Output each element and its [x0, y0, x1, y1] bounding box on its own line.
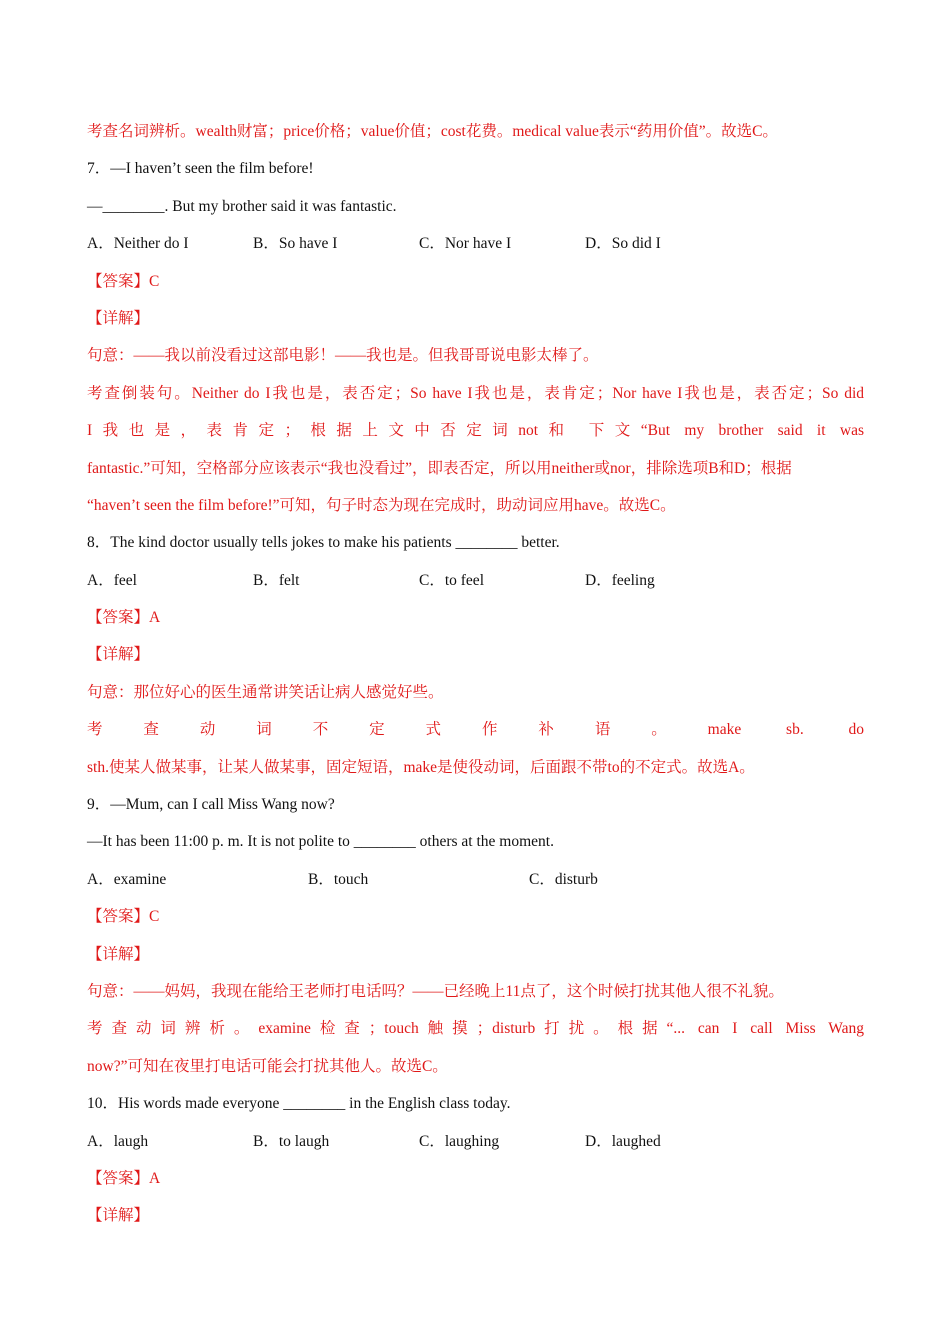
q7-option-a: A．Neither do I: [87, 235, 189, 253]
q7-explanation-line: fantastic.”可知，空格部分应该表示“我也没看过”，即表否定，所以用neither或nor，排除选项B和D；根据: [87, 459, 792, 477]
q9-explanation-line: now?”可知在夜里打电话可能会打扰其他人。故选C。: [87, 1057, 448, 1075]
q8-option-a: A．feel: [87, 571, 137, 589]
q8-option-d: D．feeling: [585, 571, 655, 589]
q7-question-reply: —________. But my brother said it was fantastic.: [87, 197, 397, 215]
q8-options: [87, 562, 864, 599]
q8-explanation-line: 考查动词不定式作补语。make sb. do: [87, 721, 864, 739]
q10-options: [87, 1123, 864, 1160]
q9-option-b: B．touch: [308, 870, 369, 888]
q7-answer: 【答案】C: [87, 272, 160, 290]
q8-answer: 【答案】A: [87, 609, 161, 627]
q7-option-c: C．Nor have I: [419, 235, 512, 253]
q9-option-a: A．examine: [87, 870, 167, 888]
q10-option-a: A．laugh: [87, 1132, 149, 1150]
q7-sentence-meaning: 句意：——我以前没看过这部电影！——我也是。但我哥哥说电影太棒了。: [87, 347, 599, 365]
q9-answer: 【答案】C: [87, 908, 160, 926]
q9-option-c: C．disturb: [529, 870, 598, 888]
q6-explanation-line: 考查名词辨析。wealth财富；price价格；value价值；cost花费。medical value表示“药用价值”。故选C。: [87, 123, 778, 140]
q7-explanation-line: 考查倒装句。Neither do I我也是，表否定；So have I我也是，表肯定；Nor have I我也是，表否定；So did: [87, 384, 864, 402]
q7-option-b: B．So have I: [253, 235, 338, 253]
q10-option-b: B．to laugh: [253, 1132, 330, 1150]
q9-question-reply: —It has been 11:00 p. m. It is not polite to ________ others at the moment.: [87, 833, 554, 851]
q7-explanation-heading: 【详解】: [87, 309, 150, 327]
q8-explanation-heading: 【详解】: [87, 646, 150, 664]
q9-explanation-line: 考查动词辨析。examine检查；touch触摸；disturb打扰。根据“... can I call Miss Wang: [87, 1020, 864, 1038]
q10-option-c: C．laughing: [419, 1132, 500, 1150]
q8-option-b: B．felt: [253, 571, 300, 589]
q9-explanation-heading: 【详解】: [87, 945, 150, 963]
q9-question: 9．—Mum, can I call Miss Wang now?: [87, 796, 335, 814]
q7-question: 7．—I haven’t seen the film before!: [87, 160, 314, 178]
q8-question: 8．The kind doctor usually tells jokes to make his patients ________ better.: [87, 534, 560, 552]
q7-options: [87, 225, 864, 262]
q9-options: [87, 861, 864, 898]
q10-explanation-heading: 【详解】: [87, 1207, 150, 1225]
q10-option-d: D．laughed: [585, 1132, 661, 1150]
q10-answer: 【答案】A: [87, 1169, 161, 1187]
document-page: [87, 113, 864, 1235]
q10-question: 10．His words made everyone ________ in the English class today.: [87, 1095, 511, 1113]
q8-option-c: C．to feel: [419, 571, 484, 589]
q7-option-d: D．So did I: [585, 235, 661, 253]
q8-sentence-meaning: 句意：那位好心的医生通常讲笑话让病人感觉好些。: [87, 683, 444, 701]
q7-explanation-line: I我也是，表肯定；根据上文中否定词not和 下文“But my brother said it was: [87, 422, 864, 440]
q7-explanation-line: “haven’t seen the film before!”可知，句子时态为现在完成时，助动词应用have。故选C。: [87, 496, 676, 514]
q9-sentence-meaning: 句意：——妈妈，我现在能给王老师打电话吗？——已经晚上11点了，这个时候打扰其他人很不礼貌。: [87, 982, 784, 1000]
q8-explanation-line: sth.使某人做某事，让某人做某事，固定短语，make是使役动词，后面跟不带to的不定式。故选A。: [87, 758, 755, 776]
